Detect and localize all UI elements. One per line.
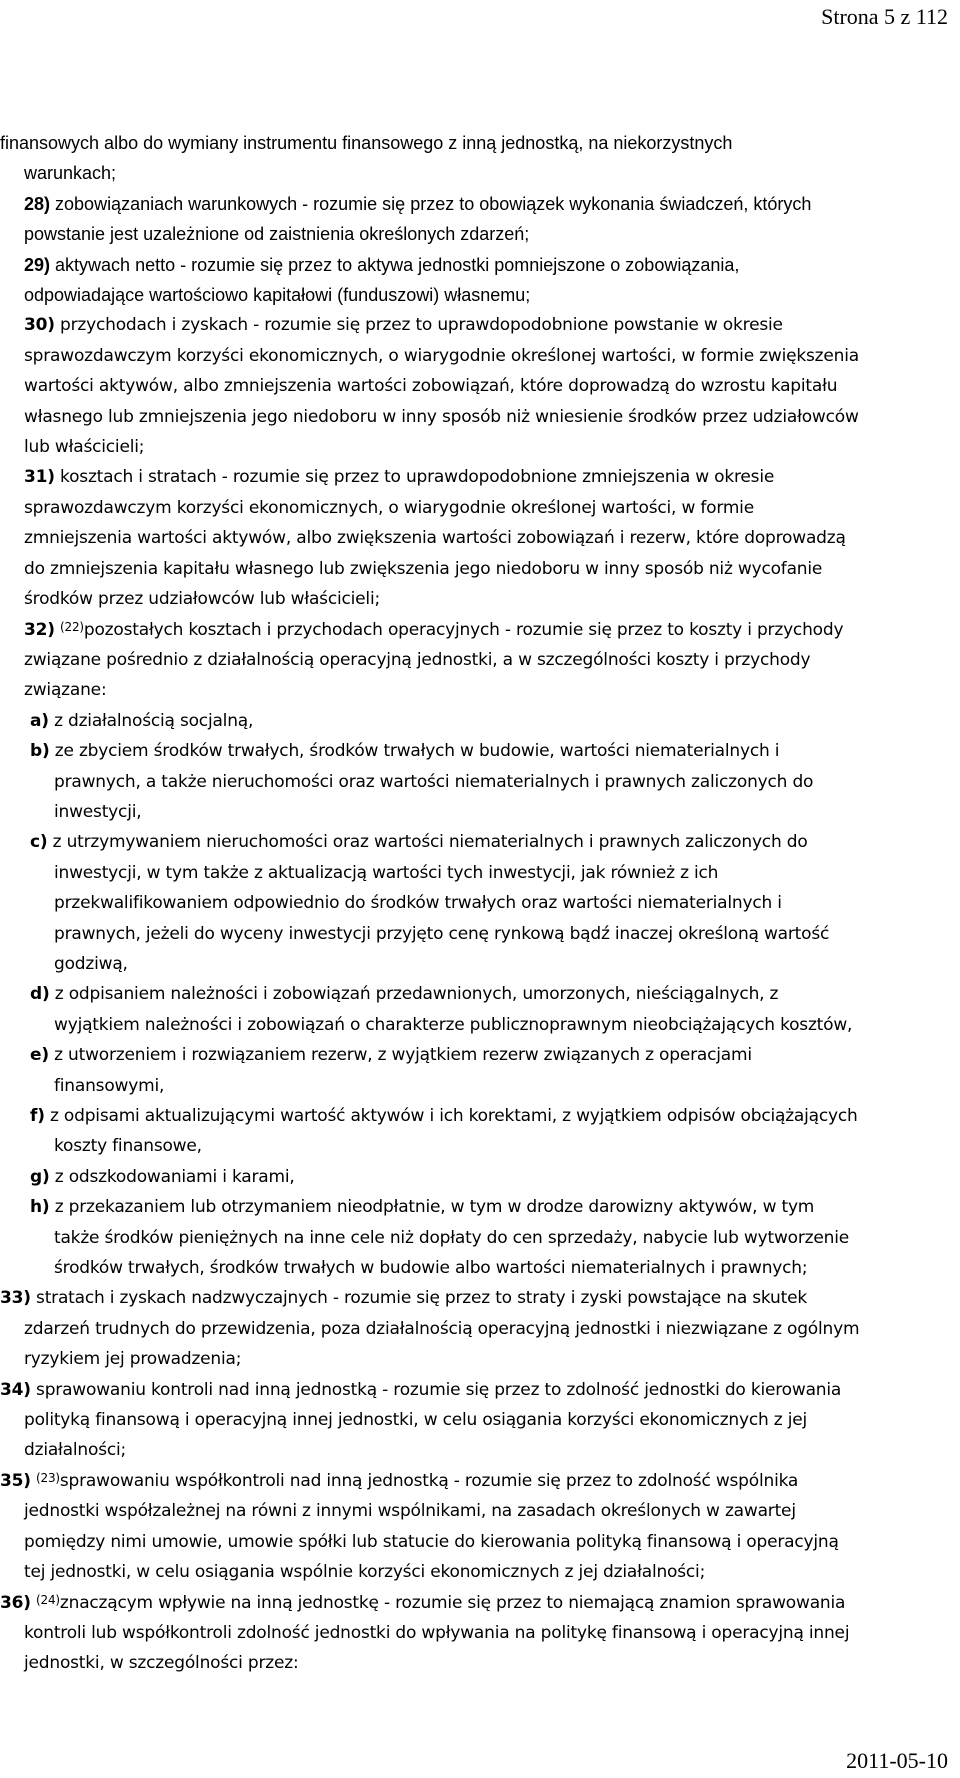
text-line: powstanie jest uzależnione od zaistnienia określonych zdarzeń;	[24, 224, 530, 245]
text-line: stratach i zyskach nadzwyczajnych - rozumie się przez to straty i zyski powstające na skutek	[36, 1288, 807, 1309]
item-number: 29)	[24, 254, 51, 275]
text-line: związane pośrednio z działalnością operacyjną jednostki, a w szczególności koszty i przychody	[24, 649, 811, 670]
text-line: pozostałych kosztach i przychodach operacyjnych - rozumie się przez to koszty i przychody	[83, 619, 844, 640]
text-line: kontroli lub współkontroli zdolność jednostki do wpływania na politykę finansową i operacyjną innej	[24, 1622, 850, 1643]
definition-36	[0, 1588, 960, 1679]
subitem-label: e)	[30, 1045, 49, 1066]
text-line: koszty finansowe,	[54, 1136, 202, 1157]
text-line: prawnych, jeżeli do wyceny inwestycji przyjęto cenę rynkową bądź inaczej określoną wartość	[54, 923, 830, 944]
item-number: 32)	[24, 619, 55, 640]
text-line: zobowiązaniach warunkowych - rozumie się przez to obowiązek wykonania świadczeń, których	[55, 193, 812, 214]
text-line: aktywach netto - rozumie się przez to aktywa jednostki pomniejszone o zobowiązania,	[55, 254, 740, 275]
subitem-b	[0, 736, 960, 766]
text-line: działalności;	[24, 1440, 127, 1461]
text-line: pomiędzy nimi umowie, umowie spółki lub statucie do kierowania polityką finansową i operacyjną	[24, 1531, 839, 1552]
footnote-ref: (23)	[36, 1470, 60, 1485]
text-line: sprawowaniu współkontroli nad inną jednostką - rozumie się przez to zdolność wspólnika	[59, 1470, 799, 1491]
text-line: z odpisami aktualizującymi wartość aktywów i ich korektami, z wyjątkiem odpisów obciążających	[49, 1106, 858, 1126]
footnote-ref: (22)	[60, 619, 84, 634]
page-number: Strona 5 z 112	[821, 4, 948, 29]
definition-28	[0, 189, 960, 250]
text-line: jednostki współzależnej na równi z innymi wspólnikami, na zasadach określonych w zawartej	[24, 1501, 796, 1522]
text-line: sprawozdawczym korzyści ekonomicznych, o wiarygodnie określonej wartości, w formie	[24, 497, 754, 518]
item-number: 35)	[0, 1470, 31, 1491]
text-line: finansowych albo do wymiany instrumentu finansowego z inną jednostką, na niekorzystnych	[0, 133, 733, 153]
subitem-label: f)	[30, 1106, 45, 1126]
text-line: lub właścicieli;	[24, 437, 145, 458]
text-line: przychodach i zyskach - rozumie się przez to uprawdopodobnione powstanie w okresie	[60, 315, 783, 336]
text-line: kosztach i stratach - rozumie się przez to uprawdopodobnione zmniejszenia w okresie	[60, 467, 775, 488]
item-number: 34)	[0, 1379, 31, 1400]
text-line: zmniejszenia wartości aktywów, albo zwiększenia wartości zobowiązań i rezerw, które doprowadzą	[24, 528, 846, 549]
text-line: wyjątkiem należności i zobowiązań o charakterze publicznoprawnym nieobciążających kosztów,	[54, 1014, 853, 1035]
subitem-d	[0, 979, 960, 1009]
definition-32	[0, 615, 960, 1284]
text-line: z odszkodowaniami i karami,	[54, 1166, 295, 1187]
subitem-label: h)	[30, 1197, 50, 1218]
footer-date: 2011-05-10	[846, 1748, 948, 1773]
text-line: tej jednostki, w celu osiągania wspólnie korzyści ekonomicznych z jej działalności;	[24, 1562, 706, 1583]
text-line: związane:	[24, 680, 107, 701]
text-line: środków przez udziałowców lub właścicieli;	[24, 589, 380, 610]
subitem-label: b)	[30, 741, 50, 762]
paragraph-continuation	[0, 128, 960, 189]
subitem-label: a)	[30, 710, 49, 731]
text-line: godziwą,	[54, 953, 128, 974]
text-line: własnego lub zmniejszenia jego niedoboru w inny sposób niż wniesienie środków przez udziałowców	[24, 406, 859, 427]
item-number: 28)	[24, 193, 51, 214]
text-line: prawnych, a także nieruchomości oraz wartości niematerialnych i prawnych zaliczonych do	[54, 771, 814, 792]
text-line: z działalnością socjalną,	[54, 710, 254, 731]
subitem-g	[0, 1162, 960, 1192]
definition-34	[0, 1375, 960, 1466]
definition-35	[0, 1466, 960, 1588]
text-line: ryzykiem jej prowadzenia;	[24, 1349, 242, 1370]
text-line: z utworzeniem i rozwiązaniem rezerw, z wyjątkiem rezerw związanych z operacjami	[54, 1045, 752, 1066]
text-line: warunkach;	[24, 163, 117, 184]
text-line: z odpisaniem należności i zobowiązań przedawnionych, umorzonych, nieściągalnych, z	[54, 984, 779, 1005]
subitem-e	[0, 1040, 960, 1070]
text-line: także środków pieniężnych na inne cele niż dopłaty do cen sprzedaży, nabycie lub wytworzenie	[54, 1227, 849, 1248]
definition-31	[0, 462, 960, 614]
text-line: inwestycji, w tym także z aktualizacją wartości tych inwestycji, jak również z ich	[54, 862, 719, 883]
subitem-h	[0, 1192, 960, 1222]
subitem-a	[0, 706, 960, 736]
text-line: zdarzeń trudnych do przewidzenia, poza działalnością operacyjną jednostki i niezwiązane z ogólnym	[24, 1318, 860, 1339]
item-number: 30)	[24, 315, 55, 336]
item-number: 33)	[0, 1288, 31, 1309]
definition-33	[0, 1283, 960, 1374]
subitem-label: g)	[30, 1166, 50, 1187]
footnote-ref: (24)	[36, 1592, 60, 1607]
text-line: jednostki, w szczególności przez:	[24, 1653, 299, 1674]
subitem-c	[0, 827, 960, 857]
text-line: z przekazaniem lub otrzymaniem nieodpłatnie, w tym w drodze darowizny aktywów, w tym	[54, 1197, 815, 1218]
text-line: przekwalifikowaniem odpowiednio do środków trwałych oraz wartości niematerialnych i	[54, 893, 782, 914]
subitem-label: d)	[30, 984, 50, 1005]
item-number: 36)	[0, 1592, 31, 1613]
text-line: inwestycji,	[54, 801, 142, 822]
text-line: ze zbyciem środków trwałych, środków trwałych w budowie, wartości niematerialnych i	[54, 741, 780, 762]
definition-29	[0, 250, 960, 311]
text-line: znaczącym wpływie na inną jednostkę - rozumie się przez to niemającą znamion sprawowania	[59, 1592, 846, 1613]
text-line: odpowiadające wartościowo kapitałowi (funduszowi) własnemu;	[24, 285, 531, 306]
text-line: wartości aktywów, albo zmniejszenia wartości zobowiązań, które doprowadzą do wzrostu kapitału	[24, 376, 838, 397]
subitem-label: c)	[30, 832, 48, 853]
text-line: sprawowaniu kontroli nad inną jednostką - rozumie się przez to zdolność jednostki do kierowania	[36, 1379, 842, 1400]
text-line: do zmniejszenia kapitału własnego lub zwiększenia jego niedoboru w inny sposób niż wycofanie	[24, 558, 823, 579]
text-line: polityką finansową i operacyjną innej jednostki, w celu osiągania korzyści ekonomicznych z jej	[24, 1410, 808, 1431]
text-line: finansowymi,	[54, 1075, 165, 1096]
definition-30	[0, 310, 960, 462]
text-line: z utrzymywaniem nieruchomości oraz wartości niematerialnych i prawnych zaliczonych do	[52, 832, 808, 853]
subitem-f	[0, 1101, 960, 1131]
item-number: 31)	[24, 467, 55, 488]
text-line: środków trwałych, środków trwałych w budowie albo wartości niematerialnych i prawnych;	[54, 1258, 808, 1279]
document-body	[0, 128, 960, 1679]
text-line: sprawozdawczym korzyści ekonomicznych, o wiarygodnie określonej wartości, w formie zwiększenia	[24, 345, 859, 366]
